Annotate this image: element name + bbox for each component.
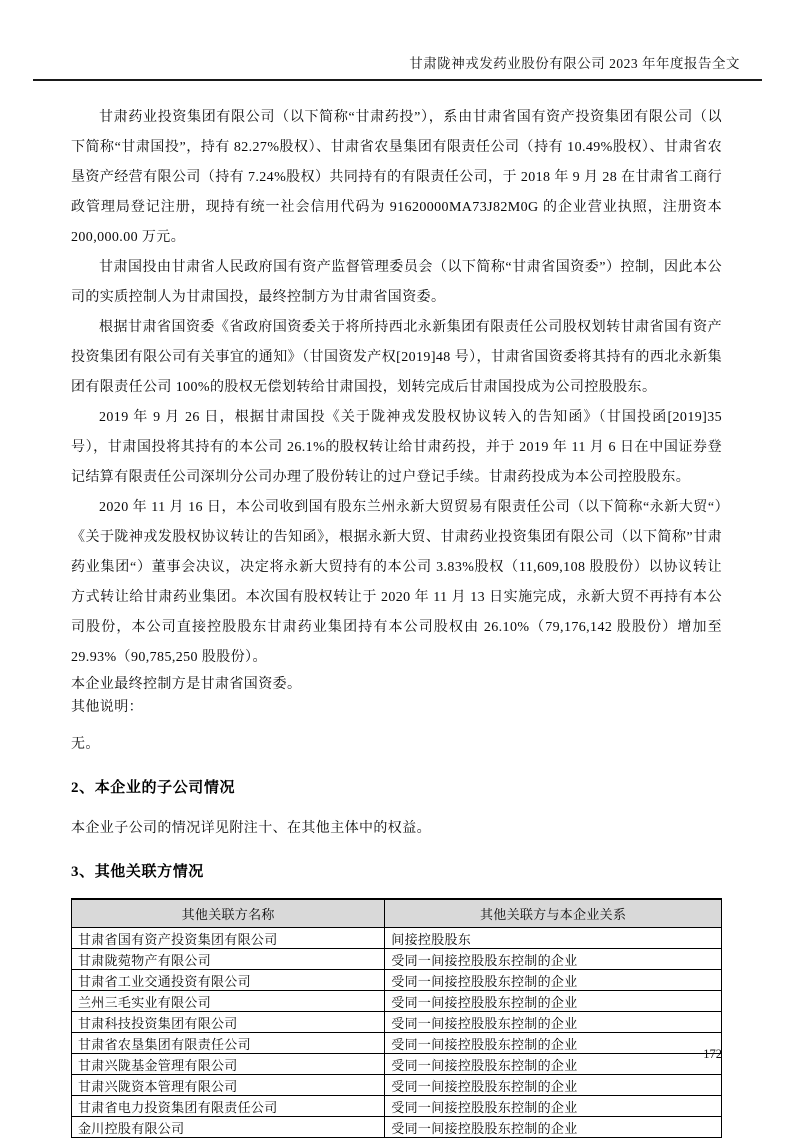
page-number: 172 xyxy=(703,1047,722,1061)
table-cell: 受同一间接控股股东控制的企业 xyxy=(385,1074,722,1095)
table-cell: 受同一间接控股股东控制的企业 xyxy=(385,948,722,969)
table-row xyxy=(72,1032,722,1053)
section-2-body: 本企业子公司的情况详见附注十、在其他主体中的权益。 xyxy=(71,821,431,836)
table-cell: 受同一间接控股股东控制的企业 xyxy=(385,969,722,990)
section-2-heading: 2、本企业的子公司情况 xyxy=(71,780,236,796)
table-row xyxy=(72,948,722,969)
related-party-table-head xyxy=(72,899,722,927)
table-row xyxy=(72,1053,722,1074)
table-row xyxy=(72,1011,722,1032)
paragraph: 甘肃药业投资集团有限公司（以下简称“甘肃药投”），系由甘肃省国有资产投资集团有限公司（以下简称“甘肃国投”，持有 82.27%股权）、甘肃省农垦集团有限责任公司（持有 10.49%股权）、甘肃省农垦资产经营有限公司（持有 7.24%股权）共同持有的有限责任公司，于 2018 年 9 月 28 在甘肃省工商行政管理局登记注册，现持有统一社会信用代码为 91620000MA73J82M0G 的企业营业执照，注册资本 200,000.00 万元。 xyxy=(71,110,722,245)
table-header-row xyxy=(72,899,722,927)
table-cell: 金川控股有限公司 xyxy=(72,1116,385,1137)
column-header-relation: 其他关联方与本企业关系 xyxy=(385,899,722,927)
table-cell: 受同一间接控股股东控制的企业 xyxy=(385,990,722,1011)
document-body xyxy=(0,81,793,1138)
column-header-name: 其他关联方名称 xyxy=(72,899,385,927)
table-cell: 甘肃省农垦集团有限责任公司 xyxy=(72,1032,385,1053)
table-row xyxy=(72,990,722,1011)
table-cell: 受同一间接控股股东控制的企业 xyxy=(385,1032,722,1053)
table-cell: 受同一间接控股股东控制的企业 xyxy=(385,1116,722,1137)
table-cell: 兰州三毛实业有限公司 xyxy=(72,990,385,1011)
table-cell: 受同一间接控股股东控制的企业 xyxy=(385,1095,722,1116)
page-footer xyxy=(703,1047,722,1062)
none-line: 无。 xyxy=(71,737,100,752)
body-paragraphs xyxy=(71,103,722,673)
page-header xyxy=(0,0,793,72)
table-cell: 甘肃陇菀物产有限公司 xyxy=(72,948,385,969)
related-party-table xyxy=(71,898,722,1138)
table-row xyxy=(72,969,722,990)
paragraph: 2019 年 9 月 26 日，根据甘肃国投《关于陇神戎发股权协议转入的告知函》（甘国投函[2019]35 号），甘肃国投将其持有的本公司 26.1%的股权转让给甘肃药投，并于 2019 年 11 月 6 日在中国证券登记结算有限责任公司深圳分公司办理了股份转让的过户登记手续。甘肃药投成为本公司控股股东。 xyxy=(71,410,722,485)
table-row xyxy=(72,927,722,948)
table-cell: 甘肃科技投资集团有限公司 xyxy=(72,1011,385,1032)
table-cell: 甘肃兴陇基金管理有限公司 xyxy=(72,1053,385,1074)
section-3-heading: 3、其他关联方情况 xyxy=(71,864,204,880)
table-cell: 甘肃省电力投资集团有限责任公司 xyxy=(72,1095,385,1116)
paragraph: 根据甘肃省国资委《省政府国资委关于将所持西北永新集团有限责任公司股权划转甘肃省国有资产投资集团有限公司有关事宜的通知》（甘国资发产权[2019]48 号），甘肃省国资委将其持有的西北永新集团有限责任公司 100%的股权无偿划转给甘肃国投，划转完成后甘肃国投成为公司控股股东。 xyxy=(71,320,722,395)
table-cell: 受同一间接控股股东控制的企业 xyxy=(385,1053,722,1074)
related-party-table-body xyxy=(72,927,722,1137)
table-cell: 受同一间接控股股东控制的企业 xyxy=(385,1011,722,1032)
table-row xyxy=(72,1116,722,1137)
table-cell: 甘肃省国有资产投资集团有限公司 xyxy=(72,927,385,948)
report-header-title: 甘肃陇神戎发药业股份有限公司 2023 年年度报告全文 xyxy=(409,56,740,71)
table-cell: 甘肃兴陇资本管理有限公司 xyxy=(72,1074,385,1095)
ultimate-controller-line: 本企业最终控制方是甘肃省国资委。 xyxy=(71,677,302,692)
paragraph: 甘肃国投由甘肃省人民政府国有资产监督管理委员会（以下简称“甘肃省国资委”）控制，因此本公司的实质控制人为甘肃国投，最终控制方为甘肃省国资委。 xyxy=(71,260,722,305)
table-cell: 甘肃省工业交通投资有限公司 xyxy=(72,969,385,990)
other-notes-label: 其他说明： xyxy=(71,700,143,715)
table-row xyxy=(72,1095,722,1116)
paragraph: 2020 年 11 月 16 日，本公司收到国有股东兰州永新大贸贸易有限责任公司（以下简称“永新大贸“）《关于陇神戎发股权协议转让的告知函》，根据永新大贸、甘肃药业投资集团有限公司（以下简称”甘肃药业集团“）董事会决议，决定将永新大贸持有的本公司 3.83%股权（11,609,108 股股份）以协议转让方式转让给甘肃药业集团。本次国有股权转让于 2020 年 11 月 13 日实施完成，永新大贸不再持有本公司股份，本公司直接控股股东甘肃药业集团持有本公司股权由 26.10%（79,176,142 股股份）增加至 29.93%（90,785,250 股股份）。 xyxy=(71,500,722,665)
table-cell: 间接控股股东 xyxy=(385,927,722,948)
table-row xyxy=(72,1074,722,1095)
